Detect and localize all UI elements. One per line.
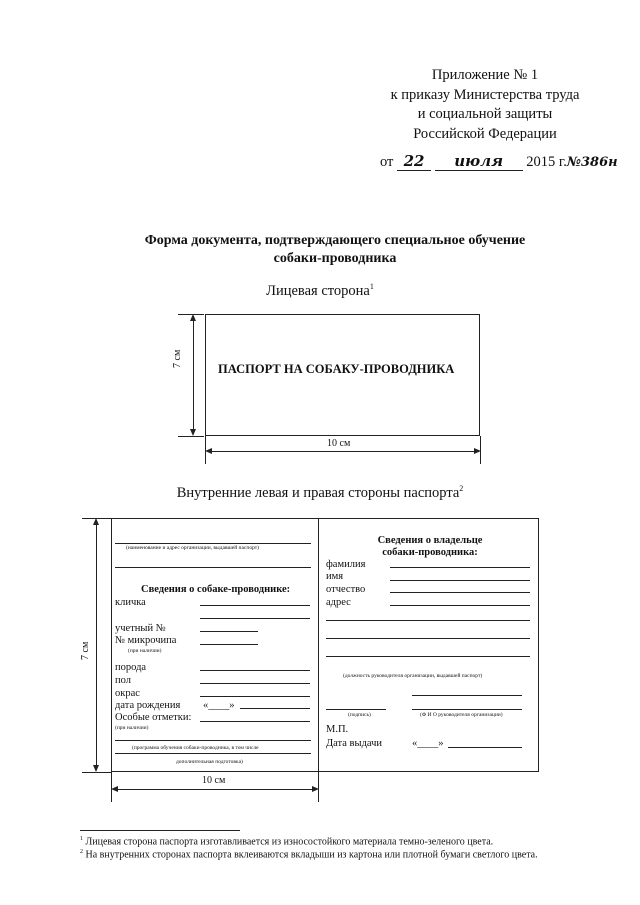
issue-date-value: «____» <box>412 738 444 749</box>
microchip-hint: (при наличии) <box>128 648 162 654</box>
program-hint-1: (программа обучения собаки-проводника, в том числе <box>132 745 259 751</box>
patronymic-field <box>390 592 530 593</box>
order-number: №386н <box>566 155 618 170</box>
surname-field <box>390 567 530 568</box>
stamp-label: М.П. <box>326 724 349 735</box>
footnote-separator <box>80 830 240 831</box>
footnote-2-ref: 2 <box>80 849 83 855</box>
dog-section-title: Сведения о собаке-проводнике: <box>141 584 291 595</box>
appendix-line-3: и социальной защиты <box>417 106 553 122</box>
org-field-line-2 <box>115 567 311 568</box>
appendix-header <box>360 66 610 144</box>
breed-label: порода <box>115 662 147 673</box>
breed-field <box>200 670 310 671</box>
date-prefix: от <box>380 154 394 170</box>
color-label: окрас <box>115 688 140 699</box>
title-line-1: Форма документа, подтверждающего специальное обучение <box>144 233 526 248</box>
appendix-line-4: Российской Федерации <box>413 125 557 142</box>
sex-field <box>200 683 310 684</box>
fio-field <box>412 709 522 710</box>
birth-date-label: дата рождения <box>115 700 181 711</box>
inner-height-label: 7 см <box>80 641 91 660</box>
signature-hint: (подпись) <box>348 712 371 718</box>
org-field-line <box>115 543 311 544</box>
front-side-caption <box>0 282 640 300</box>
name-label: имя <box>326 571 344 582</box>
front-width-dimension <box>209 451 476 452</box>
appendix-line-2: к приказу Министерства труда <box>390 86 580 103</box>
front-side-footnote-ref: 1 <box>369 282 374 291</box>
name-field <box>390 580 530 581</box>
special-marks-field-2 <box>115 740 311 741</box>
inner-sides-caption-text: Внутренние левая и правая стороны паспорта <box>176 484 460 501</box>
microchip-label: № микрочипа <box>115 635 177 646</box>
head-field <box>326 656 530 657</box>
appendix-date <box>380 152 630 171</box>
document-title <box>100 232 570 268</box>
address-field-3 <box>326 638 530 639</box>
front-side-caption-text: Лицевая сторона <box>266 282 370 299</box>
front-height-dimension <box>193 318 194 432</box>
address-field <box>390 605 530 606</box>
surname-label: фамилия <box>326 559 366 570</box>
footnote-1-text: Лицевая сторона паспорта изготавливается из износостойкого материала темно-зеленого цвета. <box>85 836 494 848</box>
signature-field <box>326 709 386 710</box>
inner-height-dimension <box>96 522 97 768</box>
registration-label: учетный № <box>115 623 166 634</box>
issue-date-label: Дата выдачи <box>326 738 383 749</box>
nickname-field <box>200 605 310 606</box>
footnote-1 <box>80 836 493 847</box>
org-hint: (наименование и адрес организации, выдавшей паспорт) <box>126 545 259 551</box>
front-height-label: 7 см <box>172 349 183 368</box>
address-label: адрес <box>326 597 351 608</box>
date-day: 22 <box>397 152 431 171</box>
inner-sides-footnote-ref: 2 <box>459 484 464 493</box>
fio-hint: (Ф И О руководителя организации) <box>420 712 503 718</box>
title-line-2: собаки-проводника <box>273 251 397 266</box>
special-marks-field <box>200 721 310 722</box>
nickname-field-2 <box>200 618 310 619</box>
inner-width-dimension <box>115 789 314 790</box>
date-year: 2015 г. <box>526 154 567 170</box>
registration-field <box>200 631 258 632</box>
owner-title-line-2: собаки-проводника: <box>382 547 478 558</box>
microchip-field <box>200 644 258 645</box>
owner-title-line-1: Сведения о владельце <box>377 535 483 546</box>
passport-title: ПАСПОРТ НА СОБАКУ-ПРОВОДНИКА <box>218 362 455 376</box>
head-field-2 <box>412 695 522 696</box>
front-width-label: 10 см <box>327 438 351 449</box>
patronymic-label: отчество <box>326 584 366 595</box>
inner-sides-caption <box>0 484 640 502</box>
owner-section-title <box>340 535 520 559</box>
head-hint: (должность руководителя организации, выдавшей паспорт) <box>343 673 483 679</box>
issue-date-field <box>448 747 522 748</box>
inner-width-label: 10 см <box>202 775 226 786</box>
address-field-2 <box>326 620 530 621</box>
inner-sides-divider <box>318 518 319 772</box>
birth-date-value: «____» <box>203 700 235 711</box>
program-field <box>115 753 311 754</box>
sex-label: пол <box>115 675 131 686</box>
color-field <box>200 696 310 697</box>
footnote-2 <box>80 849 538 860</box>
nickname-label: кличка <box>115 597 146 608</box>
appendix-line-1: Приложение № 1 <box>431 67 539 83</box>
special-marks-label: Особые отметки: <box>115 712 192 723</box>
date-month: июля <box>435 152 523 171</box>
footnote-2-text: На внутренних сторонах паспорта вклеиваются вкладыши из картона или плотной бумаги светлого цвета. <box>85 849 538 861</box>
birth-date-field <box>240 708 310 709</box>
special-marks-hint: (при наличии) <box>115 725 149 731</box>
program-hint-2: дополнительная подготовка) <box>176 759 243 765</box>
footnote-1-ref: 1 <box>80 836 83 842</box>
